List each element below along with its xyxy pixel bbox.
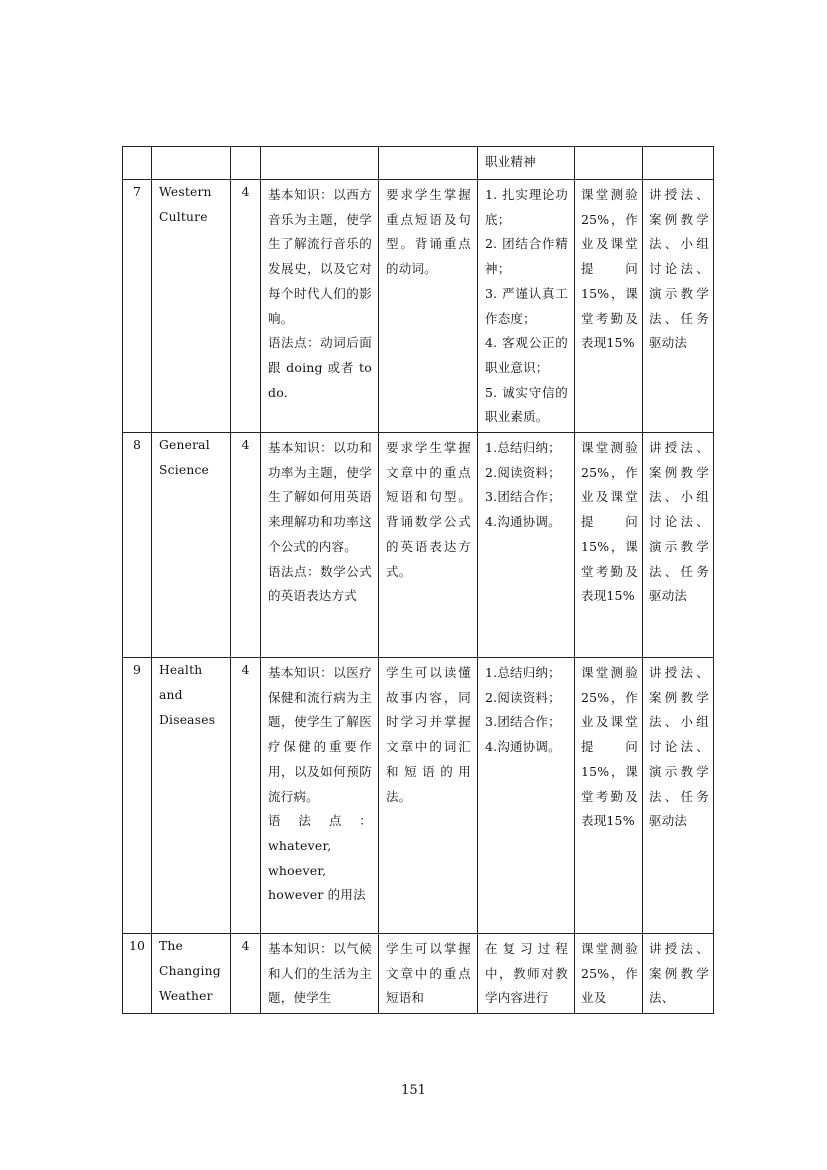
row-index: 9	[123, 658, 152, 934]
hours-cell: 4	[231, 433, 261, 658]
table-row	[123, 433, 714, 658]
table-cell	[478, 147, 575, 180]
row-index: 10	[123, 934, 152, 1014]
methods-text: 讲授法、案例教学法、小组讨论法、演示教学法、任务驱动法	[649, 187, 709, 351]
course-title-cell	[152, 934, 231, 1014]
row-index: 8	[123, 433, 152, 658]
table-row	[123, 180, 714, 433]
content-text: 基本知识：以气候和人们的生活为主题，使学生	[268, 941, 372, 1006]
hours-cell: 4	[231, 934, 261, 1014]
assessment-cell	[575, 934, 643, 1014]
ideology-cell-text: 职业精神	[485, 154, 536, 169]
course-title-cell	[152, 180, 231, 433]
ideology-text: 在复习过程中，教师对教学内容进行	[485, 941, 568, 1006]
table-row	[123, 934, 714, 1014]
assessment-cell	[575, 433, 643, 658]
methods-text: 讲授法、案例教学法、	[649, 941, 709, 1006]
table-row	[123, 658, 714, 934]
requirements-text: 要求学生掌握重点短语及句型。背诵重点的动词。	[386, 187, 471, 277]
table-cell	[152, 147, 231, 180]
content-text: 基本知识：以医疗保健和流行病为主题，使学生了解医疗保健的重要作用，以及如何预防流行病。 语法点：whatever, whoever, however 的用法	[268, 665, 372, 903]
continuation-row	[123, 147, 714, 180]
requirements-text: 学生可以掌握文章中的重点短语和	[386, 941, 471, 1006]
requirements-text: 学生可以读懂故事内容，同时学习并掌握文章中的词汇和短语的用法。	[386, 665, 471, 804]
assessment-cell	[575, 658, 643, 934]
table-cell	[575, 147, 643, 180]
table-cell	[231, 147, 261, 180]
assessment-text: 课堂测验25%，作业及课堂提问15%，课堂考勤及表现15%	[581, 665, 638, 829]
assessment-text: 课堂测验25%，作业及	[581, 941, 638, 1006]
ideology-text: 1.总结归纳； 2.阅读资料； 3.团结合作； 4.沟通协调。	[485, 665, 561, 755]
assessment-text: 课堂测验25%，作业及课堂提问15%，课堂考勤及表现15%	[581, 440, 638, 604]
ideology-cell	[478, 433, 575, 658]
page-number: 151	[401, 1083, 426, 1098]
methods-text: 讲授法、案例教学法、小组讨论法、演示教学法、任务驱动法	[649, 665, 709, 829]
course-title: General Science	[159, 438, 210, 478]
hours-cell: 4	[231, 180, 261, 433]
ideology-cell	[478, 658, 575, 934]
course-title: The Changing Weather	[159, 939, 221, 1004]
ideology-cell	[478, 180, 575, 433]
requirements-text: 要求学生掌握文章中的重点短语和句型。背诵数学公式的英语表达方式。	[386, 440, 471, 579]
course-title: Health and Diseases	[159, 663, 216, 728]
content-text: 基本知识：以功和功率为主题，使学生了解如何用英语来理解功和功率这个公式的内容。 语法点：数学公式的英语表达方式	[268, 440, 372, 604]
content-cell	[261, 433, 379, 658]
course-title-cell	[152, 433, 231, 658]
course-title-cell	[152, 658, 231, 934]
requirements-cell	[379, 180, 478, 433]
methods-text: 讲授法、案例教学法、小组讨论法、演示教学法、任务驱动法	[649, 440, 709, 604]
content-cell	[261, 658, 379, 934]
hours-cell: 4	[231, 658, 261, 934]
assessment-cell	[575, 180, 643, 433]
syllabus-table	[122, 146, 714, 1014]
methods-cell	[643, 934, 714, 1014]
methods-cell	[643, 433, 714, 658]
assessment-text: 课堂测验25%，作业及课堂提问15%，课堂考勤及表现15%	[581, 187, 638, 351]
ideology-text: 1. 扎实理论功底； 2. 团结合作精神； 3. 严谨认真工作态度； 4. 客观公正的职业意识； 5. 诚实守信的职业素质。	[485, 187, 568, 425]
table-cell	[643, 147, 714, 180]
content-cell	[261, 180, 379, 433]
content-text: 基本知识：以西方音乐为主题，使学生了解流行音乐的发展史，以及它对每个时代人们的影响。 语法点：动词后面跟 doing 或者 to do.	[268, 187, 372, 400]
ideology-text: 1.总结归纳； 2.阅读资料； 3.团结合作； 4.沟通协调。	[485, 440, 561, 530]
table-cell	[379, 147, 478, 180]
requirements-cell	[379, 658, 478, 934]
course-title: Western Culture	[159, 185, 212, 224]
requirements-cell	[379, 934, 478, 1014]
table-cell	[123, 147, 152, 180]
requirements-cell	[379, 433, 478, 658]
ideology-cell	[478, 934, 575, 1014]
row-index: 7	[123, 180, 152, 433]
content-cell	[261, 934, 379, 1014]
methods-cell	[643, 658, 714, 934]
methods-cell	[643, 180, 714, 433]
table-cell	[261, 147, 379, 180]
